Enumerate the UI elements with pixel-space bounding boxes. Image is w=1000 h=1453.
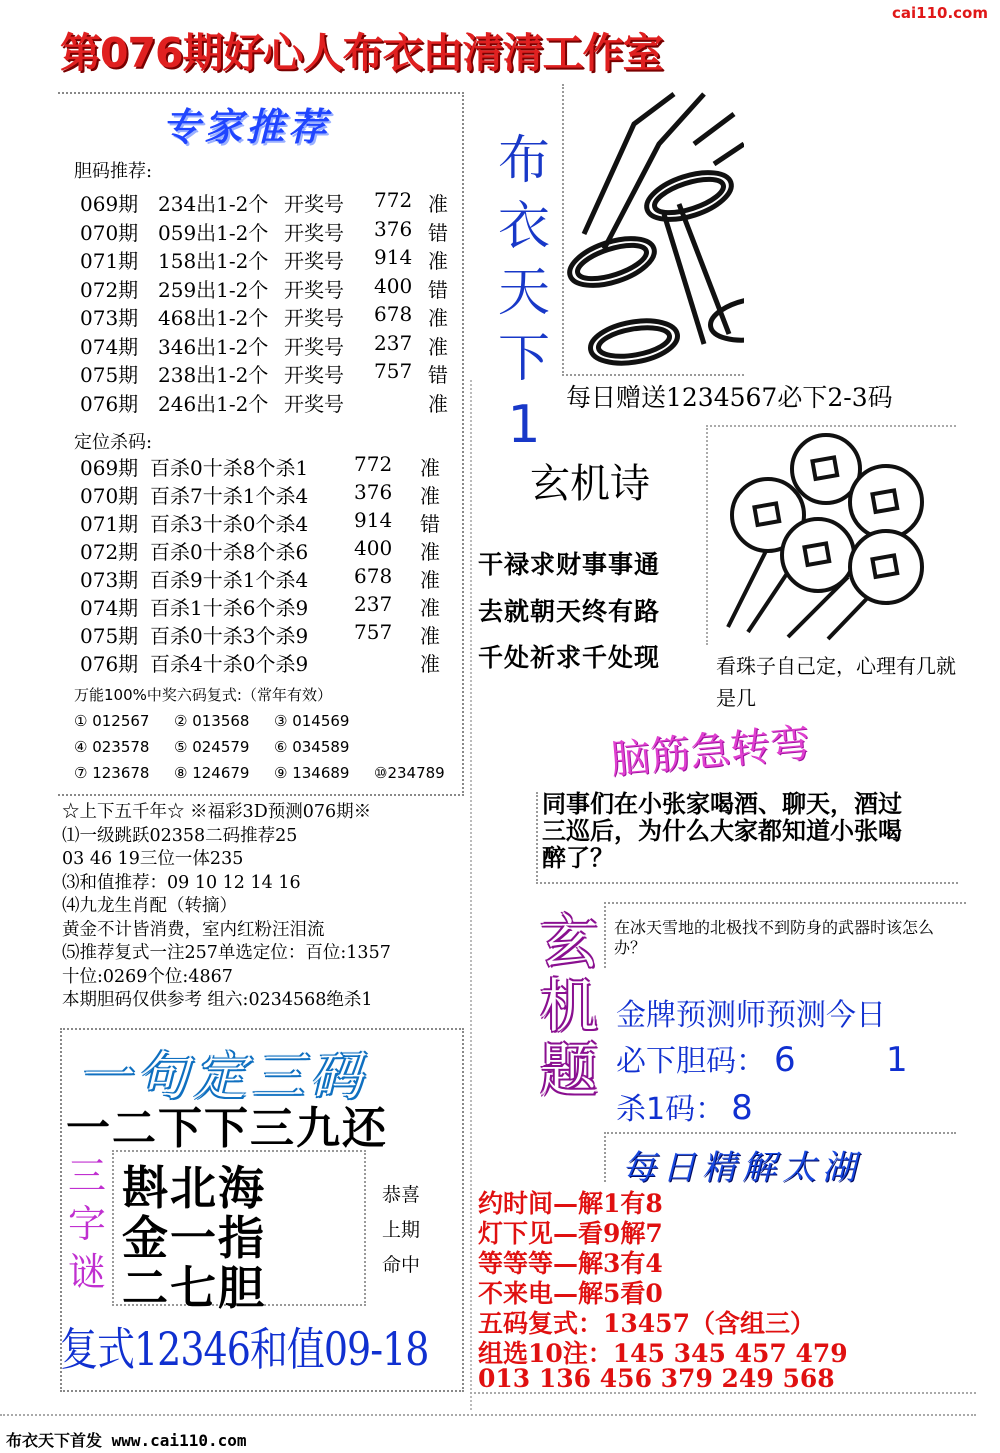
dan-num: 237: [374, 330, 413, 355]
dan-label: 胆码推荐:: [74, 161, 153, 182]
coins-image: [706, 425, 956, 645]
vertical-title-char: 布: [497, 131, 550, 191]
poem-line: 干禄求财事事通: [478, 550, 661, 579]
riddle-question: 在冰天雪地的北极找不到防身的武器时该怎么办？: [614, 918, 935, 957]
gold-kill-label: 杀1码：: [616, 1092, 726, 1127]
taihu-answer: 等等等—解3有4: [478, 1249, 663, 1278]
vertical-title-char: 1: [507, 395, 541, 455]
dan-label: 开奖号: [284, 192, 344, 216]
gold-kill-digit: 8: [731, 1088, 753, 1128]
kill-tip: 百杀7十杀1个杀4: [150, 484, 309, 508]
coins-caption: 看珠子自己定，心理有几就是几: [716, 654, 956, 710]
dan-result: 准: [428, 192, 448, 216]
dan-result: 错: [428, 277, 448, 302]
bracelet-drawing: [564, 84, 744, 374]
dan-label: 开奖号: [284, 391, 344, 416]
kill-num: 757: [354, 620, 393, 644]
kill-num: 237: [354, 592, 393, 616]
riddle-title-char: 机: [539, 972, 598, 1040]
six-code: ⑧ 124679: [174, 764, 250, 782]
kill-tip: 百杀4十杀0个杀9: [150, 652, 309, 676]
kill-tip: 百杀0十杀3个杀9: [150, 624, 309, 648]
taihu-title: 每日精解太湖: [622, 1148, 862, 1188]
six-code: ⑥ 034589: [274, 738, 350, 756]
kill-result: 准: [420, 652, 440, 676]
dan-num: 772: [374, 188, 413, 212]
dan-tip: 234出1-2个: [158, 192, 269, 216]
kill-tip: 百杀9十杀1个杀4: [150, 568, 309, 592]
kill-period: 076期: [80, 652, 139, 676]
kill-num: 376: [354, 480, 393, 504]
dan-period: 076期: [80, 391, 139, 416]
puzzle-question: 同事们在小张家喝酒、聊天，酒过三巡后，为什么大家都知道小张喝醉了？: [542, 789, 902, 872]
dan-label: 开奖号: [284, 277, 344, 302]
kill-period: 074期: [80, 596, 139, 620]
forecast-line: ☆上下五千年☆ ※福彩3D预测076期※: [62, 802, 372, 822]
dan-label: 开奖号: [284, 249, 344, 273]
dan-result: 错: [428, 363, 448, 387]
vertical-title-char: 天: [497, 263, 550, 323]
gold-kill-line: [616, 1084, 753, 1128]
kill-num: 678: [354, 564, 393, 588]
divider: [0, 1414, 976, 1416]
dan-result: 准: [428, 391, 448, 416]
page-title: 第076期好心人布衣由清清工作室: [60, 29, 663, 77]
one-line-title: 一句定三码: [78, 1047, 369, 1107]
taihu-answer: 013 136 456 379 249 568: [478, 1364, 835, 1393]
dan-period: 069期: [80, 192, 139, 216]
kill-result: 准: [420, 484, 440, 508]
poem-title: 玄机诗: [530, 461, 650, 507]
dan-tip: 158出1-2个: [158, 249, 269, 273]
three-char-title-char: 字: [67, 1202, 106, 1246]
kill-period: 073期: [80, 568, 139, 592]
daily-gift-text: 每日赠送1234567必下2-3码: [566, 383, 893, 412]
kill-label: 定位杀码:: [74, 432, 153, 453]
dan-tip: 259出1-2个: [158, 277, 269, 302]
taihu-answer: 五码复式：13457（含组三）: [478, 1309, 815, 1338]
taihu-answer: 组选10注：145 345 457 479: [478, 1339, 848, 1368]
poem-line: 去就朝天终有路: [478, 597, 661, 626]
forecast-line: 黄金不计皆消费，室内红粉汪泪流: [62, 919, 325, 940]
dan-period: 070期: [80, 220, 139, 245]
riddle-word: 斟北海: [122, 1161, 266, 1215]
gold-dan-digit: 6: [774, 1040, 796, 1080]
six-code: ⑦ 123678: [74, 764, 150, 782]
vertical-title-char: 衣: [497, 197, 550, 257]
dan-period: 075期: [80, 363, 139, 387]
divider: [470, 380, 472, 1410]
site-url: cai110.com: [892, 4, 988, 22]
kill-period: 070期: [80, 484, 139, 508]
dan-period: 072期: [80, 277, 139, 302]
coins-drawing: [708, 427, 956, 645]
riddle-vertical-title: [534, 910, 604, 1102]
riddle-title-char: 题: [539, 1036, 598, 1104]
poem-line: 千处祈求千处现: [478, 643, 661, 672]
taihu-answer: 不来电—解5看0: [478, 1279, 663, 1308]
multi-and-sum: 复式12346和值09-18: [60, 1322, 429, 1376]
kill-period: 069期: [80, 456, 139, 480]
bracelet-image: [562, 84, 744, 376]
gold-predictor-title: 金牌预测师预测今日: [616, 998, 886, 1033]
kill-result: 准: [420, 568, 440, 592]
gold-dan-digit: 1: [886, 1040, 908, 1080]
dan-tip: 346出1-2个: [158, 334, 269, 359]
six-code: ③ 014569: [274, 712, 350, 730]
dan-tip: 468出1-2个: [158, 306, 269, 330]
forecast-line: ⑸推荐复式一注257单选定位：百位:1357: [62, 943, 391, 963]
kill-result: 准: [420, 540, 440, 564]
one-line-answer: 一二下下三九还: [66, 1103, 388, 1154]
dan-period: 073期: [80, 306, 139, 330]
dan-label: 开奖号: [284, 363, 344, 387]
kill-period: 071期: [80, 512, 139, 536]
forecast-line: ⑷九龙生肖配（转摘）: [62, 896, 237, 916]
vertical-title-char: 下: [497, 329, 550, 389]
six-code: ⑩234789: [374, 764, 445, 782]
dan-tip: 238出1-2个: [158, 363, 269, 387]
six-code: ④ 023578: [74, 738, 150, 756]
dan-label: 开奖号: [284, 306, 344, 330]
dan-label: 开奖号: [284, 220, 344, 245]
kill-num: 914: [354, 508, 393, 532]
gold-dan-label: 必下胆码：: [616, 1044, 766, 1079]
kill-num: 772: [354, 452, 393, 476]
taihu-answer: 约时间—解1有8: [478, 1189, 663, 1218]
kill-result: 准: [420, 624, 440, 648]
six-code-row: [74, 712, 374, 730]
forecast-line: ⑴一级跳跃02358二码推荐25: [62, 825, 298, 846]
dan-num: 678: [374, 302, 413, 326]
expert-heading: 专家推荐: [162, 105, 331, 149]
dan-num: 400: [374, 273, 413, 298]
vertical-title: [492, 128, 556, 458]
taihu-answer: 灯下见—看9解7: [478, 1219, 663, 1248]
kill-period: 075期: [80, 624, 139, 648]
six-code: ⑤ 024579: [174, 738, 250, 756]
six-code: ② 013568: [174, 712, 250, 730]
six-code-row: [74, 738, 374, 756]
kill-result: 准: [420, 456, 440, 480]
kill-tip: 百杀1十杀6个杀9: [150, 596, 309, 620]
kill-result: 准: [420, 596, 440, 620]
congrats-text: 上期: [382, 1219, 421, 1241]
dan-tip: 246出1-2个: [158, 391, 269, 416]
six-code-label: 万能100%中奖六码复式:（常年有效）: [74, 686, 332, 704]
six-code-row: [74, 764, 474, 782]
three-char-riddle-title: [64, 1152, 110, 1296]
dan-tip: 059出1-2个: [158, 220, 269, 245]
forecast-line: 03 46 19三位一体235: [62, 849, 244, 869]
congrats-text: 命中: [382, 1254, 421, 1276]
kill-period: 072期: [80, 540, 139, 564]
congrats-text: 恭喜: [382, 1184, 421, 1206]
gold-dan-line: [616, 1036, 908, 1080]
forecast-line: 本期胆码仅供参考 组六:0234568绝杀1: [62, 990, 373, 1010]
dan-num: 757: [374, 359, 413, 383]
puzzle-title: 脑筋急转弯: [608, 720, 812, 784]
footer-text: 布衣天下首发 www.cai110.com: [6, 1431, 247, 1450]
forecast-line: 十位:0269个位:4867: [62, 966, 233, 987]
dan-result: 准: [428, 334, 448, 359]
dan-num: 376: [374, 216, 413, 241]
kill-tip: 百杀3十杀0个杀4: [150, 512, 309, 536]
kill-tip: 百杀0十杀8个杀1: [150, 456, 309, 480]
forecast-line: ⑶和值推荐：09 10 12 14 16: [62, 872, 301, 893]
kill-tip: 百杀0十杀8个杀6: [150, 540, 309, 564]
six-code: ① 012567: [74, 712, 150, 730]
three-char-title-char: 三: [67, 1154, 106, 1198]
dan-period: 074期: [80, 334, 139, 359]
riddle-word: 二七胆: [122, 1261, 266, 1315]
dan-result: 准: [428, 249, 448, 273]
dan-result: 错: [428, 220, 448, 245]
dan-result: 准: [428, 306, 448, 330]
dan-label: 开奖号: [284, 334, 344, 359]
kill-result: 错: [420, 512, 440, 536]
dan-num: 914: [374, 245, 413, 269]
divider: [470, 1392, 976, 1394]
riddle-title-char: 玄: [539, 908, 598, 976]
three-char-title-char: 谜: [67, 1250, 106, 1294]
kill-num: 400: [354, 536, 393, 560]
six-code: ⑨ 134689: [274, 764, 350, 782]
dan-period: 071期: [80, 249, 139, 273]
riddle-word: 金一指: [122, 1211, 266, 1265]
